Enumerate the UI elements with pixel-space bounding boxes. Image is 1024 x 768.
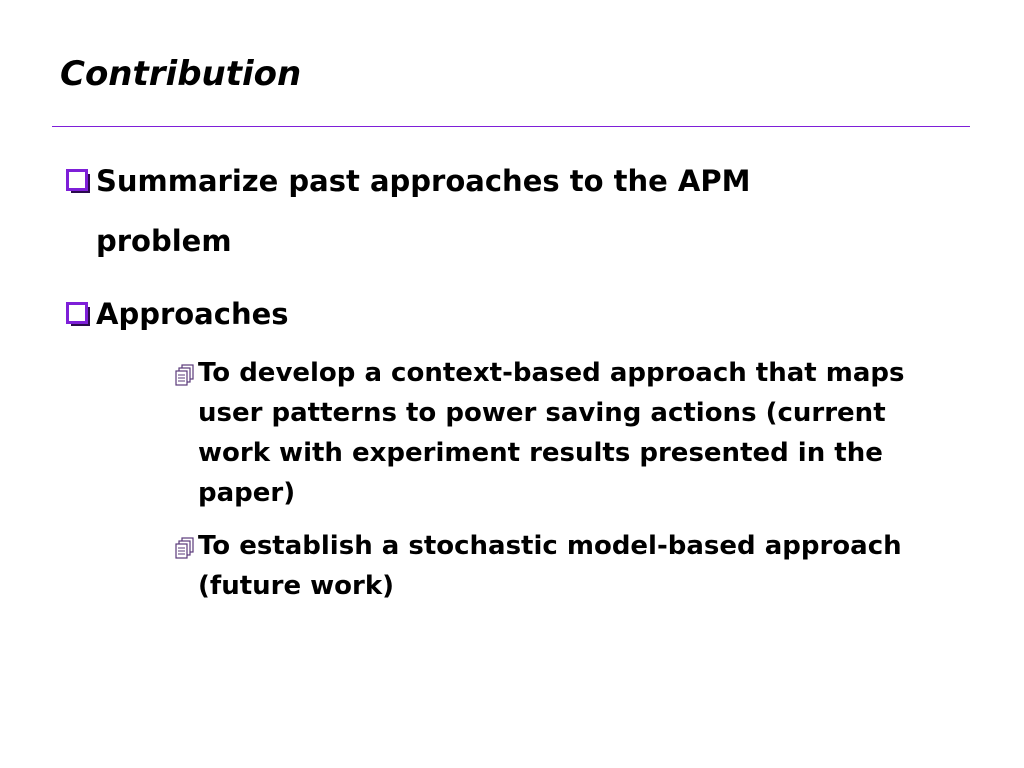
- sub-bullet-context-based-text: To develop a context-based approach that maps user patterns to power saving actions (current work with experiment results presented in the paper): [198, 358, 905, 508]
- sub-bullet-stochastic-text: To establish a stochastic model-based approach (future work): [198, 531, 902, 601]
- title-divider: [52, 126, 970, 127]
- bullet-approaches-text: Approaches: [96, 297, 289, 331]
- sub-bullet-context-based: [172, 353, 952, 513]
- documents-icon: [172, 536, 196, 560]
- checkbox-square-icon: [66, 302, 92, 328]
- slide-title: Contribution: [60, 54, 302, 94]
- sub-bullet-stochastic: [172, 526, 952, 606]
- bullet-approaches: [66, 284, 936, 344]
- documents-icon: [172, 363, 196, 387]
- bullet-summarize-text: Summarize past approaches to the APM problem: [96, 164, 751, 258]
- bullet-summarize: [66, 151, 936, 271]
- checkbox-square-icon: [66, 169, 92, 195]
